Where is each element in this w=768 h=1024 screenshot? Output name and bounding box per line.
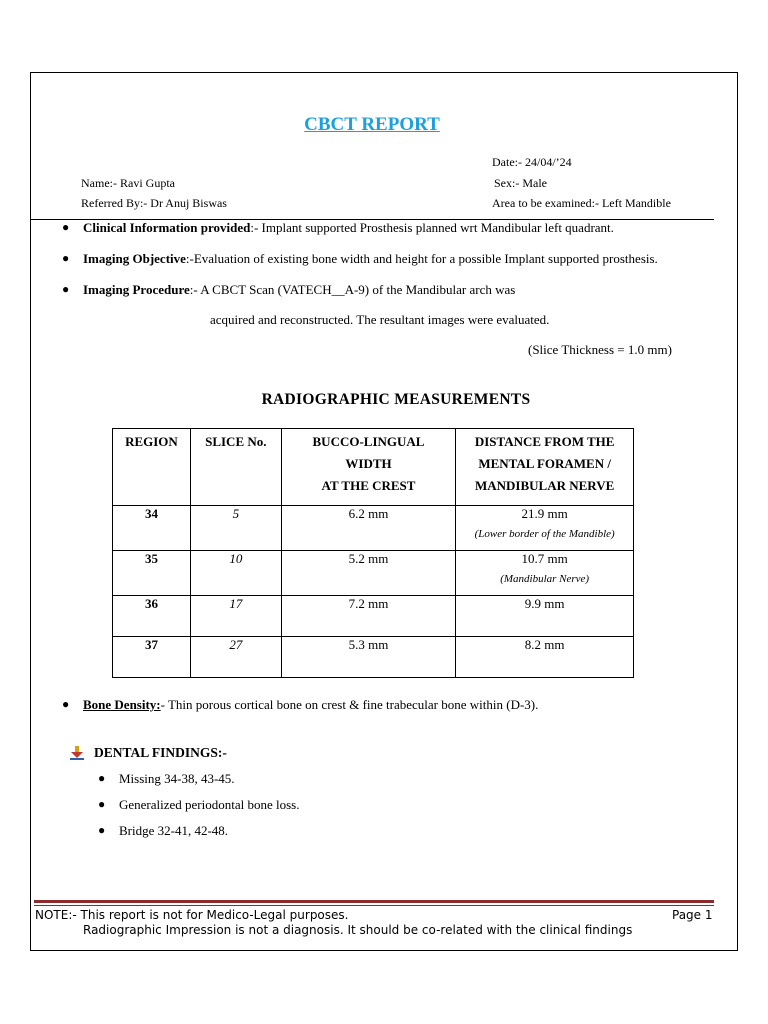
- bullet-icon: ●: [62, 282, 70, 296]
- cell-distance: 9.9 mm: [456, 596, 634, 637]
- bullet-icon: ●: [98, 771, 106, 785]
- cell-distance: 10.7 mm (Mandibular Nerve): [456, 551, 634, 596]
- imaging-objective: [83, 251, 658, 267]
- cell-distance: 21.9 mm (Lower border of the Mandible): [456, 506, 634, 551]
- clinical-info-text: :- Implant supported Prosthesis planned wrt Mandibular left quadrant.: [250, 220, 614, 235]
- footer-divider-thin: [34, 905, 714, 906]
- patient-name: Name:- Ravi Gupta: [81, 176, 175, 190]
- footer-note: NOTE:- This report is not for Medico-Legal purposes.: [35, 908, 349, 922]
- slice-thickness: (Slice Thickness = 1.0 mm): [528, 342, 672, 357]
- bullet-icon: ●: [98, 823, 106, 837]
- cell-width: 6.2 mm: [281, 506, 456, 551]
- report-date: Date:- 24/04/’24: [492, 155, 572, 169]
- cell-region: 37: [113, 637, 191, 678]
- bullet-icon: ●: [62, 697, 70, 711]
- imaging-procedure-label: Imaging Procedure: [83, 282, 190, 297]
- clinical-info: [83, 220, 614, 236]
- cell-slice: 17: [190, 596, 281, 637]
- bullet-icon: ●: [62, 220, 70, 234]
- list-item: Missing 34-38, 43-45.: [119, 771, 235, 786]
- bone-density-text: - Thin porous cortical bone on crest & fine trabecular bone within (D-3).: [160, 697, 539, 712]
- dental-findings-title: DENTAL FINDINGS:-: [94, 745, 227, 760]
- cell-region: 35: [113, 551, 191, 596]
- cell-slice: 5: [190, 506, 281, 551]
- cell-region: 36: [113, 596, 191, 637]
- cell-width: 5.3 mm: [281, 637, 456, 678]
- arrow-down-icon: [70, 746, 84, 760]
- table-header-row: [113, 429, 634, 506]
- cell-width: 7.2 mm: [281, 596, 456, 637]
- imaging-objective-text: :-Evaluation of existing bone width and height for a possible Implant supported prosthesis.: [185, 251, 658, 266]
- header-distance: DISTANCE FROM THE MENTAL FORAMEN / MANDIBULAR NERVE: [456, 429, 634, 506]
- bone-density-label: Bone Density:: [83, 697, 161, 712]
- list-item: Bridge 32-41, 42-48.: [119, 823, 229, 838]
- header-region: REGION: [113, 429, 191, 506]
- cell-slice: 27: [190, 637, 281, 678]
- footer-divider: [34, 900, 714, 903]
- table-row: [113, 551, 634, 596]
- imaging-procedure-text: :- A CBCT Scan (VATECH__A-9) of the Mandibular arch was: [189, 282, 516, 297]
- page-number: Page 1: [672, 908, 713, 922]
- bullet-icon: ●: [62, 251, 70, 265]
- cell-region: 34: [113, 506, 191, 551]
- cell-distance: 8.2 mm: [456, 637, 634, 678]
- patient-sex: Sex:- Male: [494, 176, 547, 190]
- table-row: [113, 637, 634, 678]
- header-slice: SLICE No.: [190, 429, 281, 506]
- list-item: Generalized periodontal bone loss.: [119, 797, 300, 812]
- table-row: [113, 506, 634, 551]
- cell-note: (Lower border of the Mandible): [474, 528, 615, 540]
- cell-width: 5.2 mm: [281, 551, 456, 596]
- imaging-objective-label: Imaging Objective: [83, 251, 186, 266]
- imaging-procedure: [83, 282, 515, 298]
- referred-by: Referred By:- Dr Anuj Biswas: [81, 196, 227, 210]
- footer-disclaimer: Radiographic Impression is not a diagnosis. It should be co-related with the clinical findings: [83, 923, 633, 937]
- bone-density: [83, 697, 538, 713]
- report-title: CBCT REPORT: [304, 114, 440, 135]
- measurements-table: [112, 428, 634, 678]
- imaging-procedure-line2: acquired and reconstructed. The resultant images were evaluated.: [210, 312, 550, 327]
- table-row: [113, 596, 634, 637]
- cell-slice: 10: [190, 551, 281, 596]
- header-width: BUCCO-LINGUAL WIDTH AT THE CREST: [281, 429, 456, 506]
- bullet-icon: ●: [98, 797, 106, 811]
- area-examined: Area to be examined:- Left Mandible: [492, 196, 671, 210]
- clinical-info-label: Clinical Information provided: [83, 220, 251, 235]
- cell-note: (Mandibular Nerve): [500, 573, 590, 585]
- measurements-title: RADIOGRAPHIC MEASUREMENTS: [261, 391, 531, 408]
